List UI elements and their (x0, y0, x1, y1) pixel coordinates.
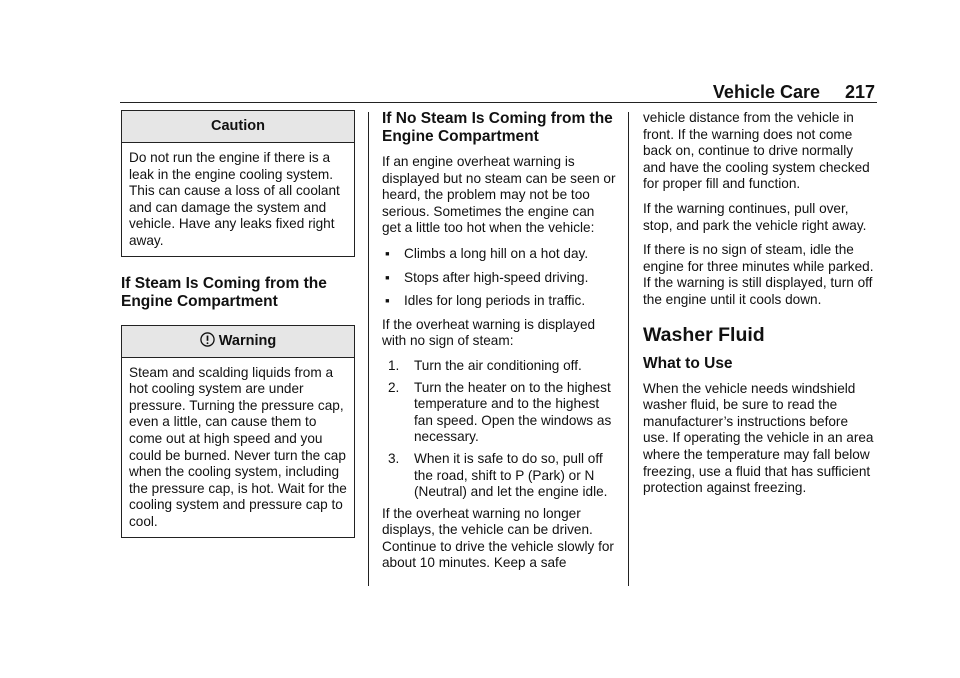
column-2 (382, 110, 616, 578)
warning-heading: Warning (218, 332, 277, 349)
column-3 (643, 110, 877, 503)
no-steam-intro: If an engine overheat warning is displayed but no steam can be seen or heard, the problem may not be too serious. Sometimes the engine can get a little too hot when the vehicle: (382, 154, 616, 236)
steps-intro: If the overheat warning is displayed with no sign of steam: (382, 316, 596, 349)
page-number: 217 (844, 82, 875, 102)
step-item: 2. Turn the heater on to the highest temperature and to the highest fan speed. Open the windows as necessary. (388, 379, 612, 445)
after-steps-text: If the overheat warning no longer displays, the vehicle can be driven. Continue to drive the vehicle slowly for about 10 minutes. Keep a safe (382, 505, 614, 571)
warning-text: Steam and scalding liquids from a hot cooling system are under pressure. Turning the pressure cap, even a little, can cause them to come out at high speed and you could be burned. Never turn the cap when the cooling system, including the pressure cap, is hot. Wait for the cooling system and pressure cap to cool. (129, 364, 347, 529)
warning-box (121, 325, 355, 538)
step-item: 3. When it is safe to do so, pull off the road, shift to P (Park) or N (Neutral) and let the engine idle. (388, 450, 608, 500)
section-title: Vehicle Care (712, 82, 820, 102)
bullet-icon: ▪ (385, 245, 390, 261)
column-divider (368, 112, 369, 586)
list-item: ▪ Stops after high-speed driving. (385, 269, 589, 285)
pull-over-text: If the warning continues, pull over, stop, and park the vehicle right away. (643, 200, 867, 233)
list-item: ▪ Climbs a long hill on a hot day. (385, 245, 589, 261)
caution-box (121, 110, 355, 257)
washer-fluid-heading: Washer Fluid (643, 323, 765, 346)
continued-text: vehicle distance from the vehicle in front. If the warning does not come back on, continue to drive normally and have the cooling system checked for proper fill and function. (643, 110, 870, 192)
page-header (120, 82, 877, 103)
idle-text: If there is no sign of steam, idle the engine for three minutes while parked. If the warning is still displayed, turn off the engine until it cools down. (643, 242, 874, 307)
caution-text: Do not run the engine if there is a leak in the engine cooling system. This can cause a loss of all coolant and can damage the system and vehicle. Have any leaks fixed right away. (129, 150, 340, 248)
list-item: ▪ Idles for long periods in traffic. (385, 293, 586, 309)
column-1 (121, 110, 355, 550)
what-to-use-heading: What to Use (643, 354, 733, 372)
bullet-icon: ▪ (385, 269, 390, 285)
warning-icon (200, 332, 215, 347)
bullet-icon: ▪ (385, 293, 390, 309)
step-item: 1. Turn the air conditioning off. (388, 357, 582, 373)
caution-heading: Caution (122, 111, 354, 143)
warning-header (122, 326, 354, 358)
steam-heading: If Steam Is Coming from the Engine Compartment (121, 274, 327, 310)
column-divider (628, 112, 629, 586)
what-to-use-text: When the vehicle needs windshield washer fluid, be sure to read the manufacturer’s instructions before use. If operating the vehicle in an area where the temperature may fall below freezing, use a fluid that has sufficient protection against freezing. (643, 380, 874, 496)
no-steam-heading: If No Steam Is Coming from the Engine Compartment (382, 110, 613, 145)
